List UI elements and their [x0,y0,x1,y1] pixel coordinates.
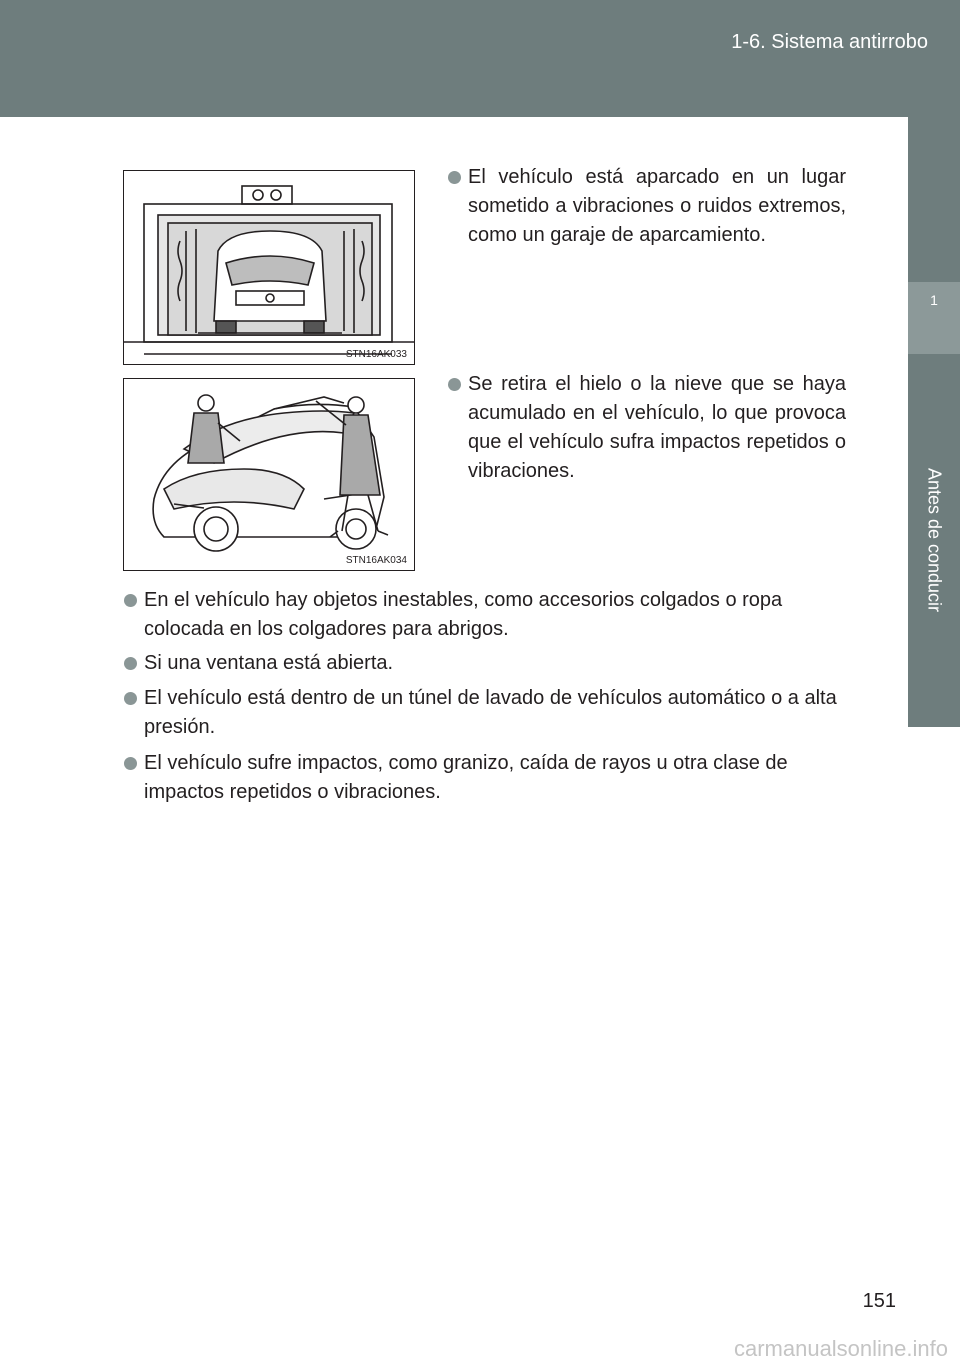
list-item [448,163,846,250]
bullet-icon [124,757,137,770]
bullet-icon [448,378,461,391]
bullet-icon [124,692,137,705]
list-item [124,586,854,644]
figure-code: STN16AK033 [345,349,407,360]
figure-code: STN16AK034 [345,555,407,566]
bullet-icon [124,657,137,670]
list-item-text: Si una ventana está abierta. [144,652,394,674]
snow-removal-illustration [124,379,414,570]
bullet-icon [124,594,137,607]
list-item [448,370,846,486]
list-item-text: El vehículo está aparcado en un lugar sometido a vibraciones o ruidos extremos, como un garaje de aparcamiento. [468,166,846,246]
list-item-text: El vehículo está dentro de un túnel de lavado de vehículos automático o a alta presión. [144,687,837,738]
list-item-text: Se retira el hielo o la nieve que se haya acumulado en el vehículo, lo que provoca que el vehículo sufra impactos repetidos o vibraciones. [468,373,846,482]
list-item-text: El vehículo sufre impactos, como granizo, caída de rayos u otra clase de impactos repetidos o vibraciones. [144,752,788,803]
chapter-number: 1 [908,282,960,354]
list-item [124,649,854,678]
bullet-icon [448,171,461,184]
section-title: 1-6. Sistema antirrobo [731,31,928,53]
list-item-text: En el vehículo hay objetos inestables, como accesorios colgados o ropa colocada en los colgadores para abrigos. [144,589,783,640]
watermark: carmanualsonline.info [733,1336,948,1361]
figure-parking-garage [123,170,415,365]
chapter-tab [908,117,960,727]
page-number: 151 [862,1290,896,1312]
page-header [0,0,960,117]
chapter-label: Antes de conducir [924,467,945,613]
parking-garage-illustration [124,171,414,364]
list-item [124,684,854,742]
figure-snow-removal [123,378,415,571]
list-item [124,749,854,807]
